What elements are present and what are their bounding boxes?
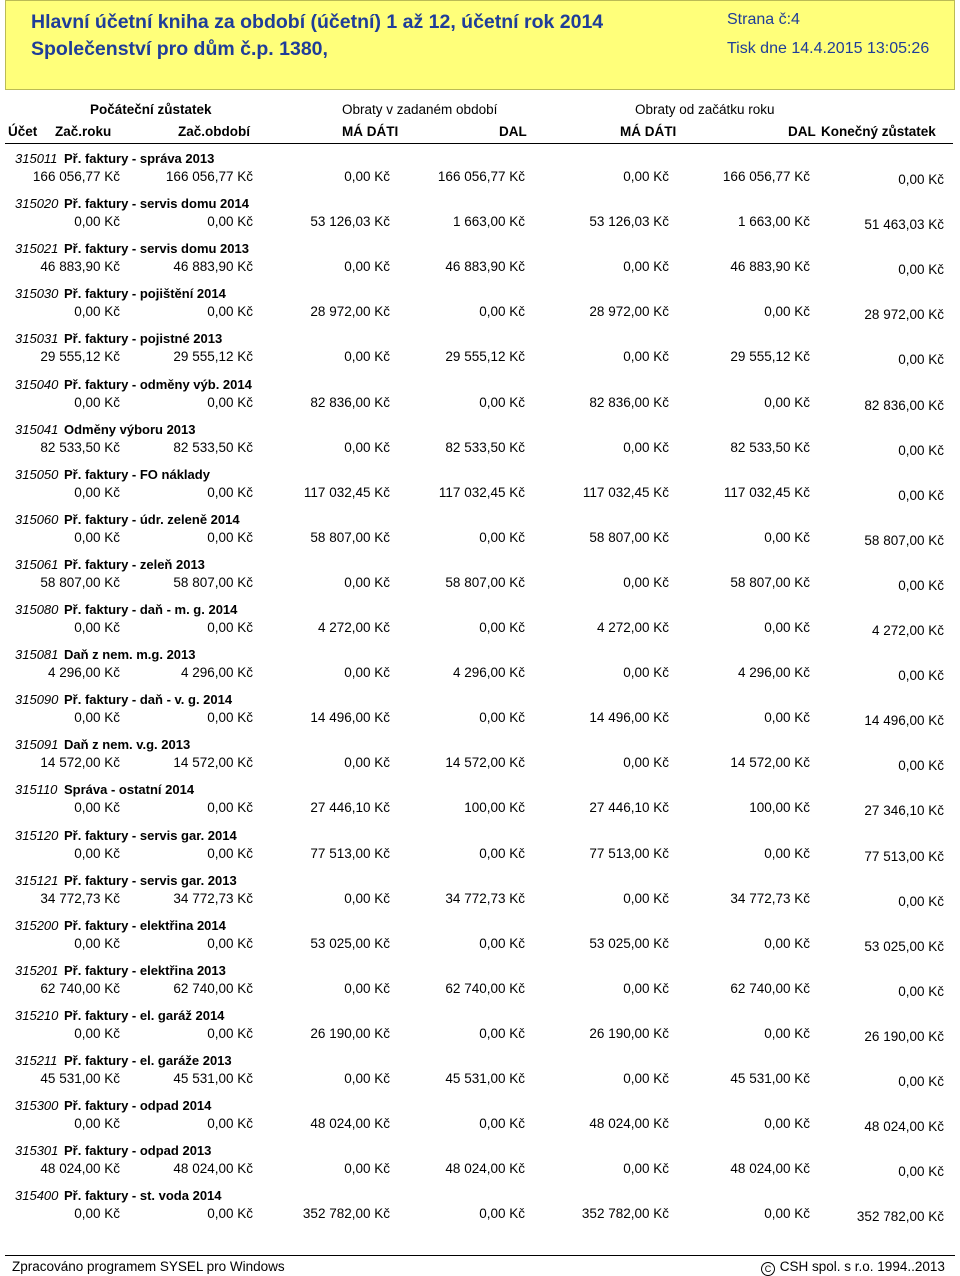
value-debit-period: 0,00 Kč (344, 980, 390, 996)
account-number: 315060 (15, 511, 59, 527)
account-row (5, 1008, 955, 1053)
value-debit-period: 48 024,00 Kč (310, 1116, 390, 1132)
value-debit-ytd: 0,00 Kč (623, 439, 669, 455)
value-credit-period: 0,00 Kč (479, 1116, 525, 1132)
account-name: Př. faktury - servis domu 2014 (64, 196, 249, 212)
value-credit-period: 62 740,00 Kč (445, 980, 525, 996)
account-number: 315301 (15, 1143, 59, 1159)
account-name: Př. faktury - servis gar. 2013 (64, 872, 237, 888)
account-name: Daň z nem. m.g. 2013 (64, 647, 196, 663)
account-row (5, 873, 955, 918)
account-name: Př. faktury - údr. zeleně 2014 (64, 511, 240, 527)
account-name: Př. faktury - el. garáž 2014 (64, 1007, 225, 1023)
value-start-of-period: 166 056,77 Kč (165, 169, 253, 184)
value-credit-ytd: 4 296,00 Kč (737, 665, 810, 681)
account-row (5, 1053, 955, 1098)
value-credit-ytd: 0,00 Kč (764, 710, 810, 726)
page-number: Strana č:4 (727, 11, 800, 28)
value-credit-period: 29 555,12 Kč (445, 349, 525, 365)
account-row (5, 602, 955, 647)
footer-copyright (761, 1259, 945, 1276)
value-start-of-period: 62 740,00 Kč (173, 980, 253, 996)
column-credit-ytd: DAL (788, 124, 816, 139)
value-debit-period: 53 025,00 Kč (310, 935, 390, 951)
column-group-opening-balance: Počáteční zůstatek (90, 102, 212, 117)
value-debit-period: 0,00 Kč (344, 574, 390, 590)
value-debit-period: 28 972,00 Kč (310, 304, 390, 320)
account-row (5, 1098, 955, 1143)
value-debit-ytd: 0,00 Kč (623, 169, 669, 184)
value-start-of-year: 14 572,00 Kč (40, 755, 120, 771)
value-start-of-year: 0,00 Kč (74, 1116, 120, 1132)
print-timestamp: Tisk dne 14.4.2015 13:05:26 (727, 40, 930, 57)
value-debit-ytd: 0,00 Kč (623, 349, 669, 365)
footer-software-credit: Zpracováno programem SYSEL pro Windows (12, 1259, 285, 1274)
value-credit-period: 0,00 Kč (479, 710, 525, 726)
value-final-balance: 0,00 Kč (898, 262, 944, 278)
account-number: 315080 (15, 602, 59, 617)
value-debit-period: 82 836,00 Kč (310, 394, 390, 410)
account-name: Př. faktury - pojištění 2014 (64, 286, 226, 302)
account-row (5, 151, 955, 196)
value-debit-ytd: 14 496,00 Kč (589, 710, 669, 726)
value-debit-period: 117 032,45 Kč (303, 484, 390, 500)
value-debit-period: 0,00 Kč (344, 890, 390, 906)
value-final-balance: 77 513,00 Kč (864, 848, 944, 864)
value-debit-ytd: 117 032,45 Kč (582, 484, 669, 500)
value-start-of-period: 0,00 Kč (207, 1206, 253, 1222)
value-final-balance: 48 024,00 Kč (864, 1119, 944, 1135)
account-name: Př. faktury - FO náklady (64, 466, 210, 482)
account-name: Př. faktury - elektřina 2013 (64, 962, 226, 978)
value-start-of-year: 0,00 Kč (74, 620, 120, 635)
value-credit-ytd: 0,00 Kč (764, 529, 810, 545)
value-credit-period: 0,00 Kč (479, 845, 525, 861)
value-credit-period: 48 024,00 Kč (445, 1161, 525, 1177)
value-credit-ytd: 29 555,12 Kč (730, 349, 810, 365)
account-name: Př. faktury - odměny výb. 2014 (64, 376, 252, 392)
value-credit-ytd: 0,00 Kč (764, 394, 810, 410)
account-number: 315050 (15, 466, 59, 482)
value-debit-ytd: 26 190,00 Kč (589, 1025, 669, 1041)
column-start-of-year: Zač.roku (55, 124, 112, 139)
value-final-balance: 0,00 Kč (898, 1074, 944, 1089)
value-start-of-period: 0,00 Kč (207, 484, 253, 500)
account-number: 315121 (15, 872, 59, 888)
value-start-of-period: 4 296,00 Kč (180, 665, 253, 681)
value-start-of-year: 82 533,50 Kč (40, 439, 120, 455)
value-final-balance: 28 972,00 Kč (864, 307, 944, 323)
account-number: 315011 (15, 151, 58, 166)
value-final-balance: 51 463,03 Kč (864, 217, 944, 233)
value-start-of-period: 0,00 Kč (207, 935, 253, 951)
value-debit-period: 352 782,00 Kč (302, 1206, 390, 1222)
account-number: 315210 (15, 1007, 59, 1023)
value-credit-period: 34 772,73 Kč (445, 890, 525, 906)
value-debit-ytd: 48 024,00 Kč (589, 1116, 669, 1132)
value-debit-period: 0,00 Kč (344, 259, 390, 275)
value-start-of-period: 14 572,00 Kč (173, 755, 253, 771)
value-credit-period: 1 663,00 Kč (452, 214, 525, 230)
value-start-of-period: 58 807,00 Kč (173, 574, 253, 590)
value-start-of-year: 0,00 Kč (74, 214, 120, 230)
value-credit-period: 4 296,00 Kč (452, 665, 525, 681)
value-debit-ytd: 53 025,00 Kč (589, 935, 669, 951)
column-credit-period: DAL (499, 124, 527, 139)
account-name: Př. faktury - servis gar. 2014 (64, 827, 237, 843)
account-number: 315061 (15, 556, 59, 572)
value-start-of-year: 0,00 Kč (74, 394, 120, 410)
value-credit-ytd: 45 531,00 Kč (730, 1071, 810, 1086)
account-name: Př. faktury - odpad 2013 (64, 1143, 212, 1159)
account-number: 315211 (15, 1053, 58, 1068)
value-debit-period: 0,00 Kč (344, 439, 390, 455)
account-name: Př. faktury - elektřina 2014 (64, 917, 226, 933)
value-start-of-year: 0,00 Kč (74, 935, 120, 951)
value-start-of-period: 48 024,00 Kč (173, 1161, 253, 1177)
value-start-of-year: 29 555,12 Kč (40, 349, 120, 365)
value-credit-period: 0,00 Kč (479, 529, 525, 545)
account-name: Př. faktury - el. garáže 2013 (64, 1053, 232, 1068)
value-final-balance: 0,00 Kč (898, 983, 944, 999)
value-debit-ytd: 0,00 Kč (623, 1161, 669, 1177)
account-number: 315120 (15, 827, 59, 843)
account-row (5, 331, 955, 376)
account-row (5, 692, 955, 737)
account-number: 315201 (15, 962, 59, 978)
value-credit-period: 0,00 Kč (479, 394, 525, 410)
value-debit-ytd: 77 513,00 Kč (589, 845, 669, 861)
value-credit-period: 0,00 Kč (479, 620, 525, 635)
value-debit-ytd: 0,00 Kč (623, 890, 669, 906)
value-start-of-period: 0,00 Kč (207, 845, 253, 861)
value-start-of-period: 0,00 Kč (207, 214, 253, 230)
value-start-of-period: 0,00 Kč (207, 1116, 253, 1132)
account-row (5, 467, 955, 512)
value-start-of-year: 0,00 Kč (74, 1025, 120, 1041)
value-debit-ytd: 0,00 Kč (623, 1071, 669, 1086)
report-title: Hlavní účetní kniha za období (účetní) 1 až 12, účetní rok 2014 (31, 11, 604, 33)
account-name: Př. faktury - daň - v. g. 2014 (64, 692, 233, 708)
account-row (5, 782, 955, 827)
value-debit-ytd: 0,00 Kč (623, 755, 669, 771)
column-account: Účet (8, 124, 38, 139)
value-debit-period: 77 513,00 Kč (310, 845, 390, 861)
value-credit-ytd: 14 572,00 Kč (730, 755, 810, 771)
value-debit-period: 27 446,10 Kč (310, 800, 390, 816)
column-start-of-period: Zač.období (178, 124, 250, 139)
value-credit-ytd: 0,00 Kč (764, 620, 810, 635)
account-name: Daň z nem. v.g. 2013 (64, 737, 191, 753)
value-credit-ytd: 117 032,45 Kč (723, 484, 810, 500)
value-start-of-year: 0,00 Kč (74, 304, 120, 320)
value-start-of-period: 0,00 Kč (207, 394, 253, 410)
footer-divider (5, 1255, 955, 1256)
value-debit-period: 0,00 Kč (344, 665, 390, 681)
value-credit-ytd: 0,00 Kč (764, 1116, 810, 1132)
value-debit-period: 14 496,00 Kč (310, 710, 390, 726)
value-start-of-year: 0,00 Kč (74, 529, 120, 545)
account-name: Odměny výboru 2013 (64, 421, 196, 437)
column-debit-period: MÁ DÁTI (342, 124, 399, 139)
value-final-balance: 0,00 Kč (898, 172, 944, 187)
value-credit-period: 166 056,77 Kč (437, 169, 525, 184)
account-row (5, 422, 955, 467)
value-final-balance: 352 782,00 Kč (856, 1209, 944, 1225)
account-row (5, 286, 955, 331)
account-row (5, 557, 955, 602)
value-credit-period: 100,00 Kč (464, 800, 525, 816)
value-debit-ytd: 53 126,03 Kč (589, 214, 669, 230)
value-start-of-period: 0,00 Kč (207, 620, 253, 635)
account-name: Správa - ostatní 2014 (64, 782, 195, 798)
value-start-of-year: 4 296,00 Kč (47, 665, 120, 681)
account-name: Př. faktury - správa 2013 (64, 151, 215, 166)
value-final-balance: 58 807,00 Kč (864, 532, 944, 548)
value-credit-ytd: 46 883,90 Kč (730, 259, 810, 275)
value-final-balance: 27 346,10 Kč (864, 803, 944, 819)
value-start-of-period: 29 555,12 Kč (173, 349, 253, 365)
value-start-of-year: 48 024,00 Kč (40, 1161, 120, 1177)
value-credit-period: 45 531,00 Kč (445, 1071, 525, 1086)
value-start-of-year: 0,00 Kč (74, 484, 120, 500)
value-credit-period: 0,00 Kč (479, 935, 525, 951)
value-debit-ytd: 0,00 Kč (623, 980, 669, 996)
account-number: 315020 (15, 196, 59, 212)
footer-copyright-text: CSH spol. s r.o. 1994..2013 (779, 1259, 945, 1274)
account-number: 315031 (15, 331, 59, 347)
account-row (5, 828, 955, 873)
value-debit-period: 0,00 Kč (344, 1161, 390, 1177)
value-credit-period: 58 807,00 Kč (445, 574, 525, 590)
account-number: 315200 (15, 917, 59, 933)
value-start-of-period: 0,00 Kč (207, 304, 253, 320)
value-start-of-year: 45 531,00 Kč (40, 1071, 120, 1086)
value-debit-ytd: 28 972,00 Kč (589, 304, 669, 320)
value-credit-ytd: 1 663,00 Kč (737, 214, 810, 230)
account-name: Př. faktury - pojistné 2013 (64, 331, 223, 347)
account-number: 315091 (15, 737, 59, 753)
account-row (5, 1143, 955, 1188)
value-debit-period: 0,00 Kč (344, 169, 390, 184)
account-name: Př. faktury - odpad 2014 (64, 1098, 212, 1114)
copyright-icon: C (761, 1262, 775, 1276)
account-row (5, 1188, 955, 1233)
value-start-of-year: 62 740,00 Kč (40, 980, 120, 996)
account-number: 315090 (15, 692, 59, 708)
account-row (5, 918, 955, 963)
value-final-balance: 0,00 Kč (898, 1164, 944, 1180)
value-start-of-year: 34 772,73 Kč (40, 890, 120, 906)
value-debit-ytd: 0,00 Kč (623, 574, 669, 590)
value-credit-ytd: 0,00 Kč (764, 935, 810, 951)
value-final-balance: 14 496,00 Kč (864, 713, 944, 729)
value-debit-period: 53 126,03 Kč (310, 214, 390, 230)
value-final-balance: 0,00 Kč (898, 487, 944, 503)
value-start-of-period: 34 772,73 Kč (173, 890, 253, 906)
account-number: 315300 (15, 1098, 59, 1114)
value-credit-period: 46 883,90 Kč (445, 259, 525, 275)
account-number: 315400 (15, 1188, 59, 1204)
value-credit-ytd: 0,00 Kč (764, 845, 810, 861)
account-name: Př. faktury - daň - m. g. 2014 (64, 602, 238, 617)
value-start-of-year: 166 056,77 Kč (32, 169, 120, 184)
value-credit-ytd: 0,00 Kč (764, 304, 810, 320)
value-debit-ytd: 58 807,00 Kč (589, 529, 669, 545)
account-name: Př. faktury - zeleň 2013 (64, 556, 205, 572)
value-credit-ytd: 0,00 Kč (764, 1025, 810, 1041)
value-debit-period: 0,00 Kč (344, 349, 390, 365)
account-name: Př. faktury - servis domu 2013 (64, 241, 249, 257)
account-row (5, 241, 955, 286)
value-start-of-year: 0,00 Kč (74, 800, 120, 816)
value-debit-period: 0,00 Kč (344, 755, 390, 771)
value-debit-ytd: 82 836,00 Kč (589, 394, 669, 410)
value-credit-period: 117 032,45 Kč (438, 484, 525, 500)
organization-name: Společenství pro dům č.p. 1380, (31, 38, 328, 60)
account-row (5, 963, 955, 1008)
value-credit-ytd: 62 740,00 Kč (730, 980, 810, 996)
value-debit-period: 0,00 Kč (344, 1071, 390, 1086)
header-divider (5, 143, 953, 144)
account-number: 315040 (15, 376, 59, 392)
value-start-of-period: 0,00 Kč (207, 800, 253, 816)
value-debit-ytd: 0,00 Kč (623, 259, 669, 275)
account-number: 315030 (15, 286, 59, 302)
value-credit-period: 0,00 Kč (479, 1206, 525, 1222)
value-credit-ytd: 166 056,77 Kč (722, 169, 810, 184)
value-credit-period: 0,00 Kč (479, 304, 525, 320)
value-start-of-period: 46 883,90 Kč (173, 259, 253, 275)
value-final-balance: 0,00 Kč (898, 893, 944, 909)
account-number: 315041 (15, 421, 59, 437)
account-row (5, 377, 955, 422)
value-debit-ytd: 0,00 Kč (623, 665, 669, 681)
account-number: 315021 (15, 241, 59, 257)
value-start-of-year: 0,00 Kč (74, 845, 120, 861)
value-start-of-year: 0,00 Kč (74, 710, 120, 726)
value-credit-ytd: 48 024,00 Kč (730, 1161, 810, 1177)
value-start-of-period: 0,00 Kč (207, 529, 253, 545)
value-final-balance: 82 836,00 Kč (864, 397, 944, 413)
value-start-of-period: 0,00 Kč (207, 1025, 253, 1041)
account-row (5, 737, 955, 782)
value-start-of-year: 0,00 Kč (74, 1206, 120, 1222)
value-start-of-year: 46 883,90 Kč (40, 259, 120, 275)
value-credit-period: 14 572,00 Kč (445, 755, 525, 771)
value-start-of-year: 58 807,00 Kč (40, 574, 120, 590)
value-credit-period: 0,00 Kč (479, 1025, 525, 1041)
value-credit-ytd: 82 533,50 Kč (730, 439, 810, 455)
value-final-balance: 0,00 Kč (898, 442, 944, 458)
account-number: 315110 (15, 782, 58, 798)
value-final-balance: 26 190,00 Kč (864, 1028, 944, 1044)
column-group-period-turnover: Obraty v zadaném období (342, 102, 498, 117)
account-row (5, 512, 955, 557)
value-final-balance: 0,00 Kč (898, 758, 944, 774)
account-name: Př. faktury - st. voda 2014 (64, 1188, 222, 1204)
value-final-balance: 4 272,00 Kč (871, 623, 944, 638)
value-debit-ytd: 352 782,00 Kč (581, 1206, 669, 1222)
report-header-banner (5, 0, 955, 90)
account-row (5, 196, 955, 241)
value-final-balance: 53 025,00 Kč (864, 938, 944, 954)
value-credit-ytd: 0,00 Kč (764, 1206, 810, 1222)
value-debit-period: 58 807,00 Kč (310, 529, 390, 545)
value-final-balance: 0,00 Kč (898, 577, 944, 593)
value-credit-ytd: 100,00 Kč (749, 800, 810, 816)
value-debit-ytd: 4 272,00 Kč (596, 620, 669, 635)
account-number: 315081 (15, 647, 59, 663)
column-group-ytd-turnover: Obraty od začátku roku (635, 102, 775, 117)
value-credit-period: 82 533,50 Kč (445, 439, 525, 455)
value-final-balance: 0,00 Kč (898, 352, 944, 368)
value-debit-period: 4 272,00 Kč (317, 620, 390, 635)
value-start-of-period: 82 533,50 Kč (173, 439, 253, 455)
value-credit-ytd: 34 772,73 Kč (730, 890, 810, 906)
value-debit-period: 26 190,00 Kč (310, 1025, 390, 1041)
value-start-of-period: 0,00 Kč (207, 710, 253, 726)
account-row (5, 647, 955, 692)
value-credit-ytd: 58 807,00 Kč (730, 574, 810, 590)
value-debit-ytd: 27 446,10 Kč (589, 800, 669, 816)
value-final-balance: 0,00 Kč (898, 668, 944, 684)
column-debit-ytd: MÁ DÁTI (620, 124, 677, 139)
value-start-of-period: 45 531,00 Kč (173, 1071, 253, 1086)
column-final-balance: Konečný zůstatek (821, 124, 936, 139)
